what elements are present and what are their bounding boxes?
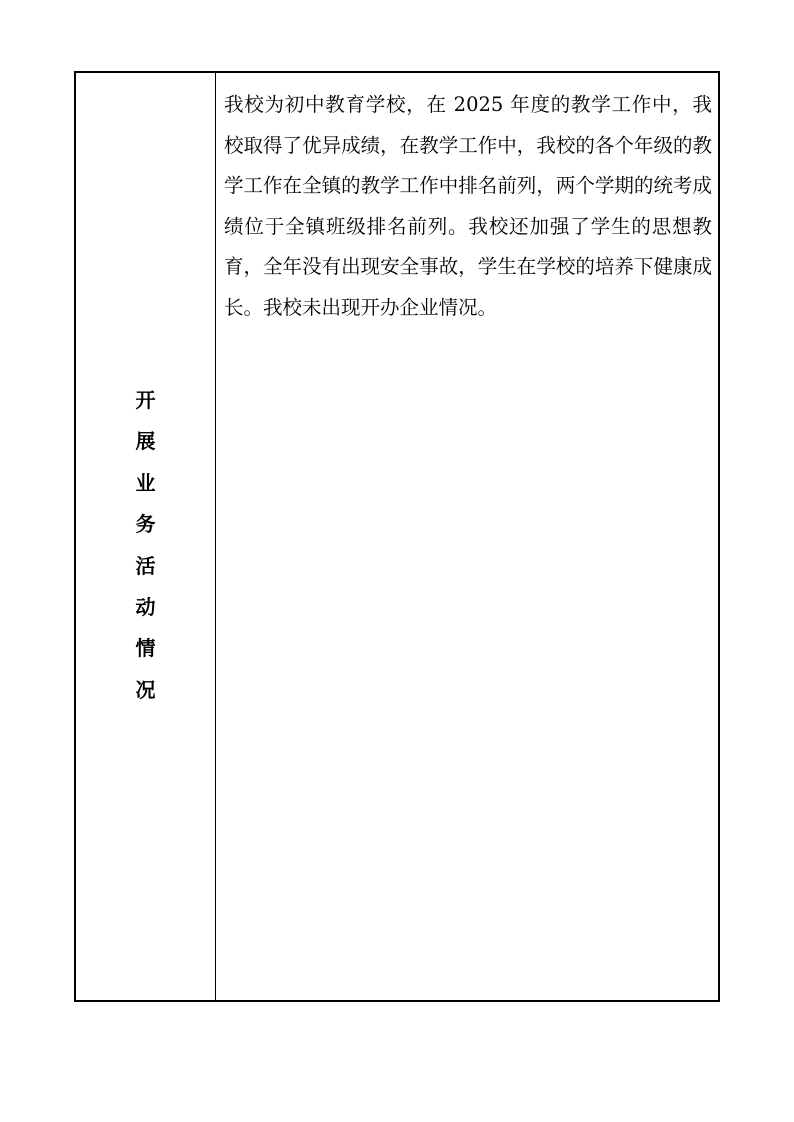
section-label-char: 活 <box>135 553 156 578</box>
section-label-char: 况 <box>135 677 156 702</box>
section-label-cell <box>76 73 216 1000</box>
section-label <box>136 380 156 711</box>
section-label-char: 情 <box>135 636 156 661</box>
section-label-char: 展 <box>135 429 156 454</box>
section-content-cell <box>216 73 718 1000</box>
section-label-char: 动 <box>135 594 156 619</box>
activity-table <box>74 71 720 1002</box>
section-label-char: 开 <box>135 388 156 412</box>
section-content-text: 我校为初中教育学校，在 2025 年度的教学工作中，我校取得了优异成绩，在教学工作中，我校的各个年级的教学工作在全镇的教学工作中排名前列，两个学期的统考成绩位于全镇班级排名前列。我校还加强了学生的思想教育，全年没有出现安全事故，学生在学校的培养下健康成长。我校未出现开办企业情况。 <box>224 93 712 319</box>
section-label-char: 业 <box>135 470 156 495</box>
section-label-char: 务 <box>135 512 156 537</box>
